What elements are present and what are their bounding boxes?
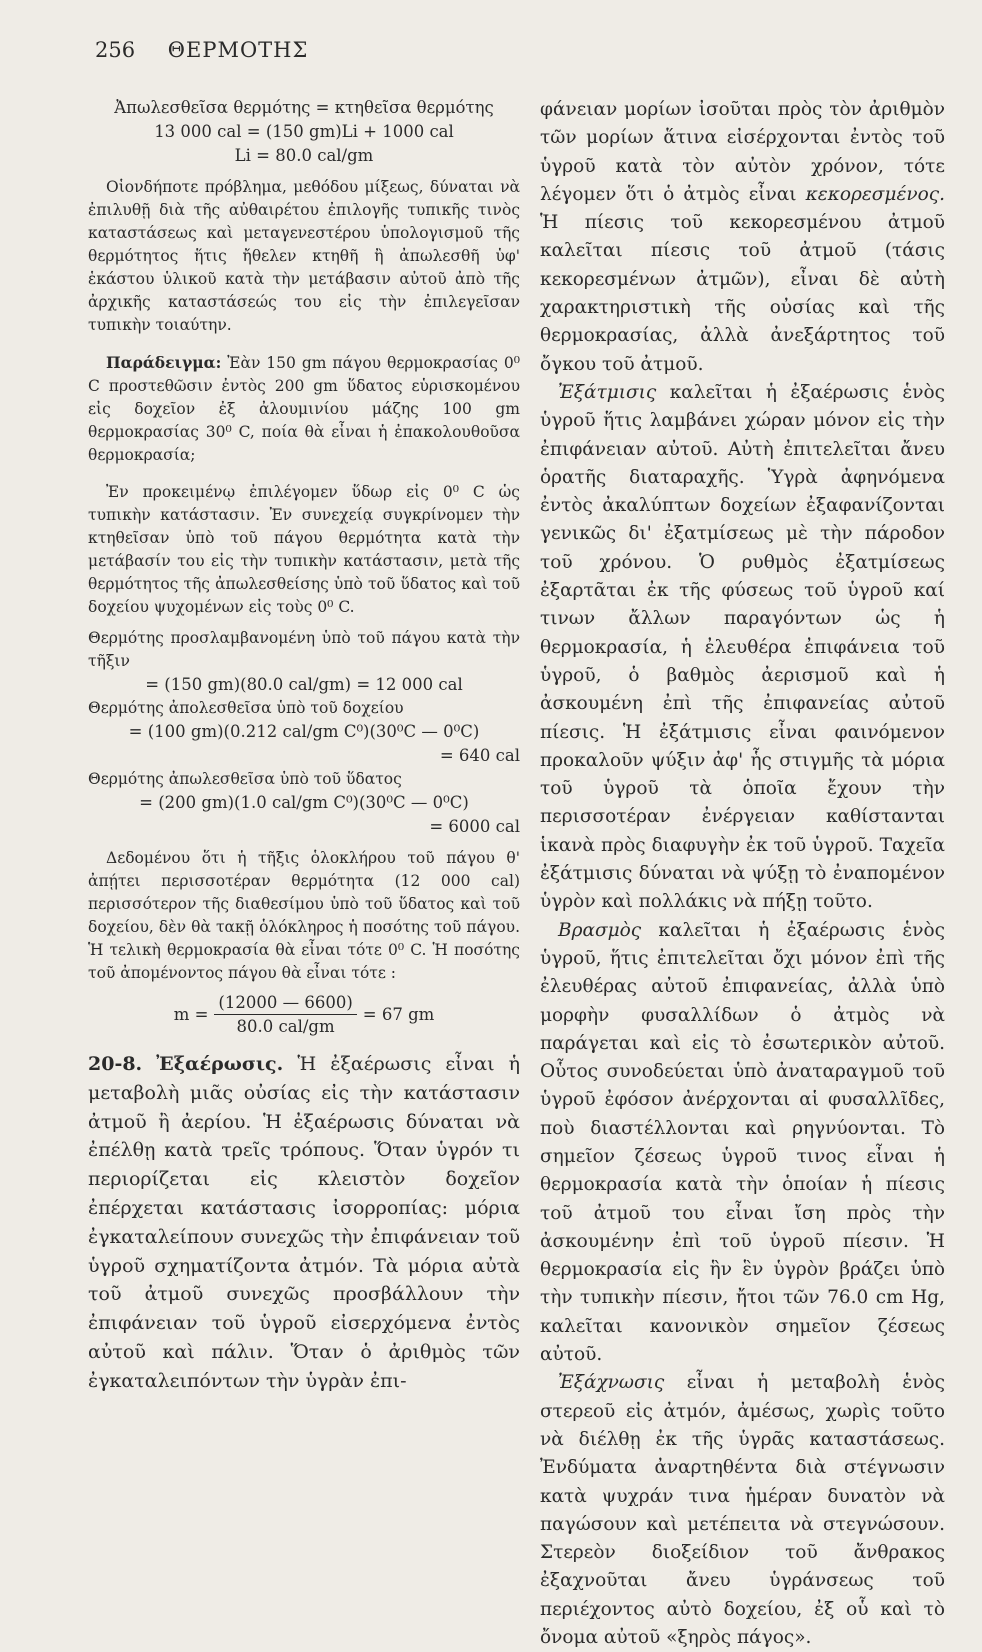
example-paragraph	[88, 351, 520, 467]
paragraph-saturated-vapor	[540, 96, 945, 379]
equation-heat-balance: Ἀπωλεσθεῖσα θερμότης = κτηθεῖσα θερμότης	[114, 98, 494, 117]
heat-water-value: = (200 gm)(1.0 cal/gm C⁰)(30⁰C — 0⁰C)	[139, 793, 469, 812]
paragraph-boiling	[540, 917, 945, 1370]
right-column	[540, 96, 945, 1652]
evaporation-term: Ἐξάτμισις	[558, 381, 657, 403]
heat-ice-value: = (150 gm)(80.0 cal/gm) = 12 000 cal	[145, 675, 463, 694]
formula-denominator: 80.0 cal/gm	[236, 1017, 335, 1036]
heat-container-label: Θερμότης ἀπολεσθεῖσα ὑπὸ τοῦ δοχείου	[88, 699, 404, 717]
example-text: Ἐὰν 150 gm πάγου θερμοκρασίας 0⁰ C προστεθῶσιν ἐντὸς 200 gm ὕδατος εὑρισκομένου εἰς δοχεῖον ἐξ ἀλουμινίου μάζης 100 gm θερμοκρασίας 30⁰ C, ποία θὰ εἶναι ἡ ἐπακολουθοῦσα θερμοκρασία;	[88, 354, 520, 464]
page-number: 256	[95, 38, 136, 62]
formula-rhs: = 67 gm	[362, 1005, 435, 1024]
formula-lhs: m =	[173, 1005, 209, 1024]
paragraph-sublimation	[540, 1369, 945, 1652]
heat-water-label: Θερμότης ἀπωλεσθεῖσα ὑπὸ τοῦ ὕδατος	[88, 770, 402, 788]
paragraph-evaporation	[540, 379, 945, 917]
page-header	[95, 38, 308, 62]
sublimation-term: Ἐξάχνωσις	[558, 1372, 665, 1394]
paragraph-solution: Ἐν προκειμένῳ ἐπιλέγομεν ὕδωρ εἰς 0⁰ C ὡς τυπικὴν κατάστασιν. Ἐν συνεχείᾳ συγκρίνομεν τὴν κτηθεῖσαν ὑπὸ τοῦ πάγου θερμότητα κατὰ τὴν μετάβασίν του εἰς τὴν τυπικὴν κατάστασιν, μετὰ τῆς θερμότητος τῆς ἀπωλεσθείσης ὑπὸ τοῦ ὕδατος καὶ τοῦ δοχείου ψυχομένων εἰς τοὺς 0⁰ C.	[88, 483, 520, 616]
paragraph-mixing-method: Οἱονδήποτε πρόβλημα, μεθόδου μίξεως, δύναται νὰ ἐπιλυθῇ διὰ τῆς αὐθαιρέτου ἐπιλογῆς τυπικῆς τινὸς καταστάσεως καὶ μεταγενεστέρου ὑπολογισμοῦ τῆς θερμότητος ἥτις ἤθελεν κτηθῆ ἢ ἀπωλεσθῆ ὑφ' ἑκάστου ὑλικοῦ κατὰ τὴν μετάβασιν αὐτοῦ ἀπὸ τῆς ἀρχικῆς καταστάσεώς του εἰς τὴν ἐπιλεγεῖσαν τυπικὴν τοιαύτην.	[88, 178, 520, 334]
remaining-ice-formula	[88, 993, 520, 1036]
saturated-text: φάνειαν μορίων ἰσοῦται πρὸς τὸν ἀριθμὸν τῶν μορίων ἅτινα εἰσέρχονται ἐντὸς τοῦ ὑγροῦ κατὰ τὸν αὐτὸν χρόνον, τότε λέγομεν ὅτι ὁ ἀτμὸς εἶναι	[540, 99, 945, 205]
section-number: 20-8.	[88, 1053, 143, 1075]
section-vaporization	[88, 1050, 520, 1396]
boiling-text: καλεῖται ἡ ἐξαέρωσις ἑνὸς ὑγροῦ, ἥτις ἐπιτελεῖται ὄχι μόνον ἐπὶ τῆς ἐλευθέρας αὐτοῦ ἐπιφανείας, ἀλλὰ ὑπὸ μορφὴν φυσαλλίδων ὁ ἀτμὸς νὰ παράγεται καὶ εἰς τὸ ἐσωτερικὸν αὐτοῦ. Οὗτος συνοδεύεται ὑπὸ ἀναταραγμοῦ τοῦ ὑγροῦ ἐφόσον ἀνέρχονται αἱ φυσαλλῖδες, ποὺ διαστέλλονται καὶ ρηγνύονται. Τὸ σημεῖον ζέσεως ὑγροῦ τινος εἶναι ἡ θερμοκρασία κατὰ τὴν ὁποίαν ἡ πίεσις τοῦ ἀτμοῦ του εἶναι ἴση πρὸς τὴν ἀσκουμένην ἐπὶ τοῦ ὑγροῦ πίεσιν. Ἡ θερμοκρασία εἰς ἣν ἓν ὑγρὸν βράζει ὑπὸ τὴν τυπικὴν πίεσιν, ἤτοι τῶν 76.0 cm Hg, καλεῖται κανονικὸν σημεῖον ζέσεως αὐτοῦ.	[540, 919, 945, 1366]
equation-result: Li = 80.0 cal/gm	[234, 146, 374, 165]
sublimation-text: εἶναι ἡ μεταβολὴ ἑνὸς στερεοῦ εἰς ἀτμόν, ἀμέσως, χωρὶς τοῦτο νὰ διέλθῃ ἐκ τῆς ὑγρᾶς καταστάσεως. Ἐνδύματα ἀναρτηθέντα διὰ στέγνωσιν κατὰ ψυχράν τινα ἡμέραν δυνατὸν νὰ παγώσουν καὶ μετέπειτα νὰ στεγνώσουν. Στερεὸν διοξείδιον τοῦ ἄνθρακος ἐξαχνοῦται ἄνευ ὑγράνσεως τοῦ περιέχοντος αὐτὸ δοχείου, ἐξ οὗ καὶ τὸ ὄνομα αὐτοῦ «ξηρὸς πάγος».	[540, 1372, 945, 1649]
example-label: Παράδειγμα:	[106, 353, 222, 372]
heat-container-result: = 640 cal	[439, 746, 520, 765]
section-title: Ἐξαέρωσις.	[156, 1053, 284, 1075]
running-title: ΘΕΡΜΟΤΗΣ	[167, 38, 309, 62]
heat-ice-label: Θερμότης προσλαμβανομένη ὑπὸ τοῦ πάγου κατὰ τὴν τῆξιν	[88, 629, 520, 670]
evaporation-text: καλεῖται ἡ ἐξαέρωσις ἑνὸς ὑγροῦ ἥτις λαμβάνει χώραν μόνον εἰς τὴν ἐπιφάνειαν αὐτοῦ. Αὐτὴ ἐπιτελεῖται ἄνευ ὁρατῆς διαταραχῆς. Ὑγρὰ ἀφηνόμενα ἐντὸς ἀκαλύπτων δοχείων ἐξαφανίζονται γενικῶς δι' ἐξατμίσεως μὲ τὴν πάροδον τοῦ χρόνου. Ὁ ρυθμὸς ἐξατμίσεως ἐξαρτᾶται ἐκ τῆς φύσεως τοῦ ὑγροῦ καί τινων ἄλλων παραγόντων ὡς ἡ θερμοκρασία, ἡ ἐλευθέρα ἐπιφάνεια τοῦ ὑγροῦ, ὁ βαθμὸς ἀερισμοῦ καὶ ἡ ἀσκουμένη ἐπὶ τῆς ἐπιφανείας αὐτοῦ πίεσις. Ἡ ἐξάτμισις εἶναι φαινόμενον προκαλοῦν ψύξιν ἀφ' ἧς στιγμῆς τὰ μόρια τοῦ ὑγροῦ τὰ ὁποῖα ἔχουν τὴν περισσοτέραν ἐνέργειαν καθίστανται ἱκανὰ πρὸς διαφυγὴν ἐκ τοῦ ὑγροῦ. Ταχεῖα ἐξάτμισις δύναται νὰ ψύξῃ τὸ ἐναπομένον ὑγρὸν καὶ πολλάκις νὰ πήξῃ τοῦτο.	[540, 381, 945, 913]
paragraph-conclusion: Δεδομένου ὅτι ἡ τῆξις ὁλοκλήρου τοῦ πάγου θ' ἀπῄτει περισσοτέραν θερμότητα (12 000 cal) περισσότερον τῆς διαθεσίμου ὑπὸ τοῦ ὕδατος καὶ τοῦ δοχείου, δὲν θὰ τακῇ ὁλόκληρος ἡ ποσότης τοῦ πάγου. Ἡ τελικὴ θερμοκρασία θὰ εἶναι τότε 0⁰ C. Ἡ ποσότης τοῦ ἀπομένοντος πάγου θὰ εἶναι τότε :	[88, 849, 520, 982]
equation-substitution: 13 000 cal = (150 gm)Li + 1000 cal	[154, 122, 454, 141]
formula-numerator: (12000 — 6600)	[214, 993, 356, 1015]
heat-container-value: = (100 gm)(0.212 cal/gm C⁰)(30⁰C — 0⁰C)	[128, 722, 480, 741]
left-column	[88, 96, 520, 1396]
section-text: Ἡ ἐξαέρωσις εἶναι ἡ μεταβολὴ μιᾶς οὐσίας εἰς τὴν κατάστασιν ἀτμοῦ ἢ ἀερίου. Ἡ ἐξαέρωσις δύναται νὰ ἐπέλθῃ κατὰ τρεῖς τρόπους. Ὅταν ὑγρόν τι περιορίζεται εἰς κλειστὸν δοχεῖον ἐπέρχεται κατάστασις ἰσορροπίας: μόρια ἐγκαταλείπουν συνεχῶς τὴν ἐπιφάνειαν τοῦ ὑγροῦ σχηματίζοντα ἀτμόν. Τὰ μόρια αὐτὰ τοῦ ἀτμοῦ συνεχῶς προσβάλλουν τὴν ἐπιφάνειαν τοῦ ὑγροῦ εἰσερχόμενα ἐντὸς αὐτοῦ καὶ πάλιν. Ὅταν ὁ ἀριθμὸς τῶν ἐγκαταλειπόντων τὴν ὑγρὰν ἐπι-	[88, 1053, 521, 1392]
heat-water-result: = 6000 cal	[429, 817, 520, 836]
formula-fraction	[214, 993, 356, 1036]
vapor-pressure-text: Ἡ πίεσις τοῦ κεκορεσμένου ἀτμοῦ καλεῖται πίεσις τοῦ ἀτμοῦ (τάσις κεκορεσμένων ἀτμῶν), εἶναι δὲ αὐτὴ χαρακτηριστικὴ τῆς οὐσίας καὶ τῆς θερμοκρασίας, ἀλλὰ ἀνεξάρτητος τοῦ ὄγκου τοῦ ἀτμοῦ.	[540, 212, 945, 375]
saturated-term: κεκορεσμένος.	[805, 183, 945, 205]
boiling-term: Βρασμὸς	[558, 919, 642, 941]
